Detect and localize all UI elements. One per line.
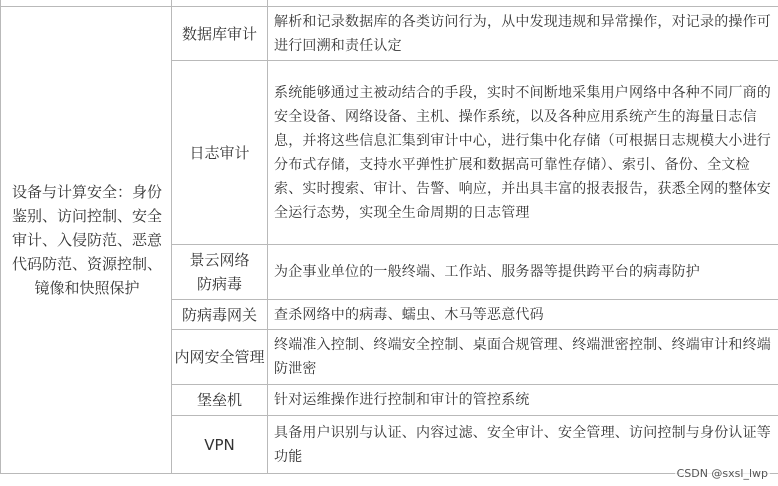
product-desc-cell: 具备用户识别与认证、内容过滤、安全审计、安全管理、访问控制与身份认证等功能 [268, 416, 778, 474]
product-name-cell: 日志审计 [172, 61, 268, 245]
product-desc-cell: 针对运维操作进行控制和审计的管控系统 [268, 385, 778, 416]
product-name-cell: 数据库审计 [172, 7, 268, 61]
product-name-cell: VPN [172, 416, 268, 474]
product-desc-cell: 解析和记录数据库的各类访问行为，从中发现违规和异常操作，对记录的操作可进行回溯和责任认定 [268, 7, 778, 61]
product-desc-cell: 系统能够通过主被动结合的手段，实时不间断地采集用户网络中各种不同厂商的安全设备、网络设备、主机、操作系统，以及各种应用系统产生的海量日志信息，并将这些信息汇集到审计中心，进行集中化存储（可根据日志规模大小进行分布式存储，支持水平弹性扩展和数据高可靠性存储）、索引、备份、全文检索、实时搜索、审计、告警、响应，并出具丰富的报表报告，获悉全网的整体安全运行态势，实现全生命周期的日志管理 [268, 61, 778, 245]
watermark-label: CSDN @sxsl_lwp [676, 467, 768, 480]
category-cell: 设备与计算安全：身份鉴别、访问控制、安全审计、入侵防范、恶意代码防范、资源控制、镜像和快照保护 [1, 7, 172, 474]
product-name-text: 景云网络防病毒 [189, 251, 250, 293]
product-desc-cell: 终端准入控制、终端安全控制、桌面合规管理、终端泄密控制、终端审计和终端防泄密 [268, 330, 778, 385]
product-desc-cell: 为企事业单位的一般终端、工作站、服务器等提供跨平台的病毒防护 [268, 245, 778, 300]
table-row [1, 7, 778, 61]
product-name-cell: 堡垒机 [172, 385, 268, 416]
product-name-cell: 防病毒网关 [172, 300, 268, 330]
product-name-cell [172, 245, 268, 300]
product-name-cell: 内网安全管理 [172, 330, 268, 385]
product-desc-cell: 查杀网络中的病毒、蠕虫、木马等恶意代码 [268, 300, 778, 330]
